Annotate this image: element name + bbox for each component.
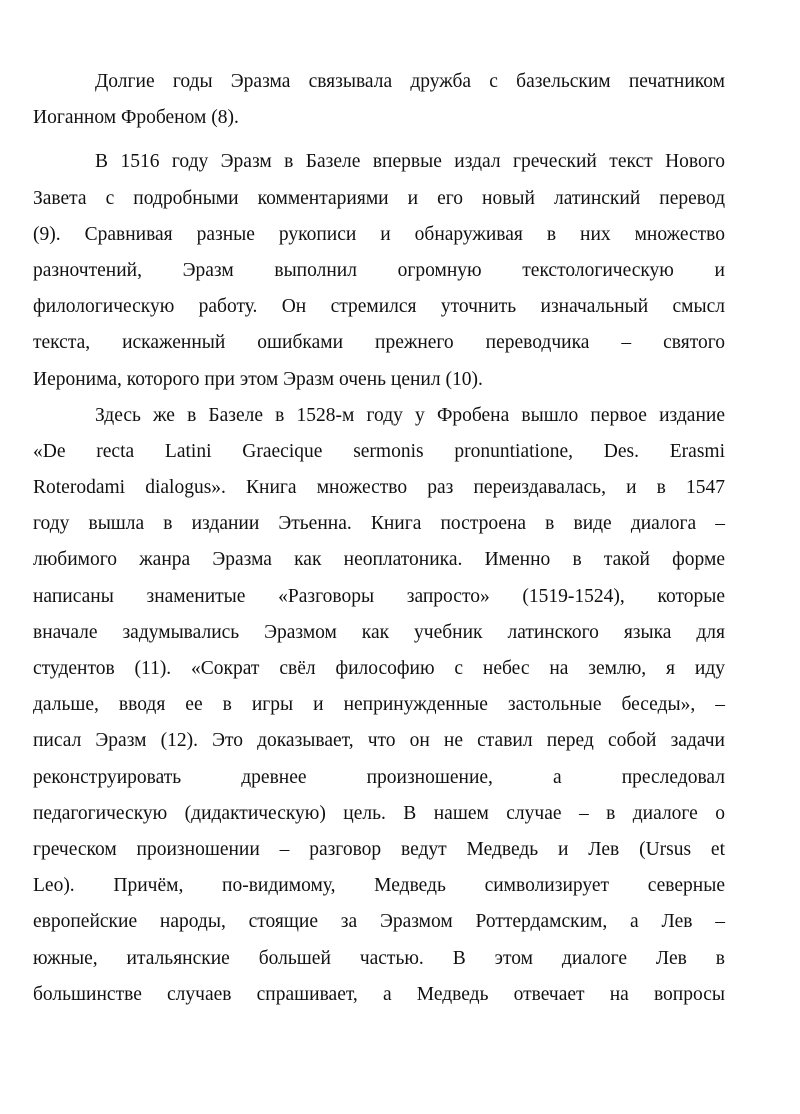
text-line: Завета с подробными комментариями и его новый латинский перевод — [33, 187, 725, 209]
text-line: вначале задумывались Эразмом как учебник латинского языка для — [33, 621, 725, 643]
text-line: любимого жанра Эразма как неоплатоника. Именно в такой форме — [33, 549, 725, 571]
text-line: текста, искаженный ошибками прежнего переводчика – святого — [33, 332, 725, 354]
text-line: дальше, вводя ее в игры и непринужденные застольные беседы», – — [33, 694, 725, 716]
text-line: «De recta Latini Graecique sermonis pronuntiatione, Des. Erasmi — [33, 440, 725, 462]
text-line: Иеронима, которого при этом Эразм очень ценил (10). — [33, 368, 483, 390]
text-line: Долгие годы Эразма связывала дружба с базельским печатником — [95, 71, 725, 92]
text-line: южные, итальянские большей частью. В этом диалоге Лев в — [33, 947, 725, 969]
text-line: педагогическую (дидактическую) цель. В нашем случае – в диалоге о — [33, 802, 725, 824]
text-line: В 1516 году Эразм в Базеле впервые издал греческий текст Нового — [95, 151, 725, 173]
text-line: Leo). Причём, по-видимому, Медведь символизирует северные — [33, 875, 725, 897]
text-line: реконструировать древнее произношение, а преследовал — [33, 766, 725, 788]
paragraph-2 — [33, 144, 725, 397]
paragraph-1 — [33, 64, 725, 136]
text-line: студентов (11). «Сократ свёл философию с небес на землю, я иду — [33, 658, 725, 679]
document-body — [33, 64, 725, 1013]
text-line: греческом произношении – разговор ведут Медведь и Лев (Ursus et — [33, 838, 725, 860]
text-line: большинстве случаев спрашивает, а Медведь отвечает на вопросы — [33, 983, 725, 1005]
text-line: написаны знаменитые «Разговоры запросто» (1519-1524), которые — [33, 585, 725, 607]
text-line: разночтений, Эразм выполнил огромную текстологическую и — [33, 259, 725, 281]
text-line: Здесь же в Базеле в 1528-м году у Фробена вышло первое издание — [95, 404, 725, 426]
paragraph-gap — [95, 136, 725, 144]
text-line: году вышла в издании Этьенна. Книга построена в виде диалога – — [33, 513, 725, 535]
text-line: Иоганном Фробеном (8). — [33, 107, 239, 129]
text-line: европейские народы, стоящие за Эразмом Роттердамским, а Лев – — [33, 911, 725, 933]
paragraph-3 — [33, 398, 725, 1013]
text-line: (9). Сравнивая разные рукописи и обнаруживая в них множество — [33, 223, 725, 245]
text-line: писал Эразм (12). Это доказывает, что он не ставил перед собой задачи — [33, 730, 725, 752]
text-line: филологическую работу. Он стремился уточнить изначальный смысл — [33, 296, 725, 318]
text-line: Roterodami dialogus». Книга множество раз переиздавалась, и в 1547 — [33, 477, 725, 499]
